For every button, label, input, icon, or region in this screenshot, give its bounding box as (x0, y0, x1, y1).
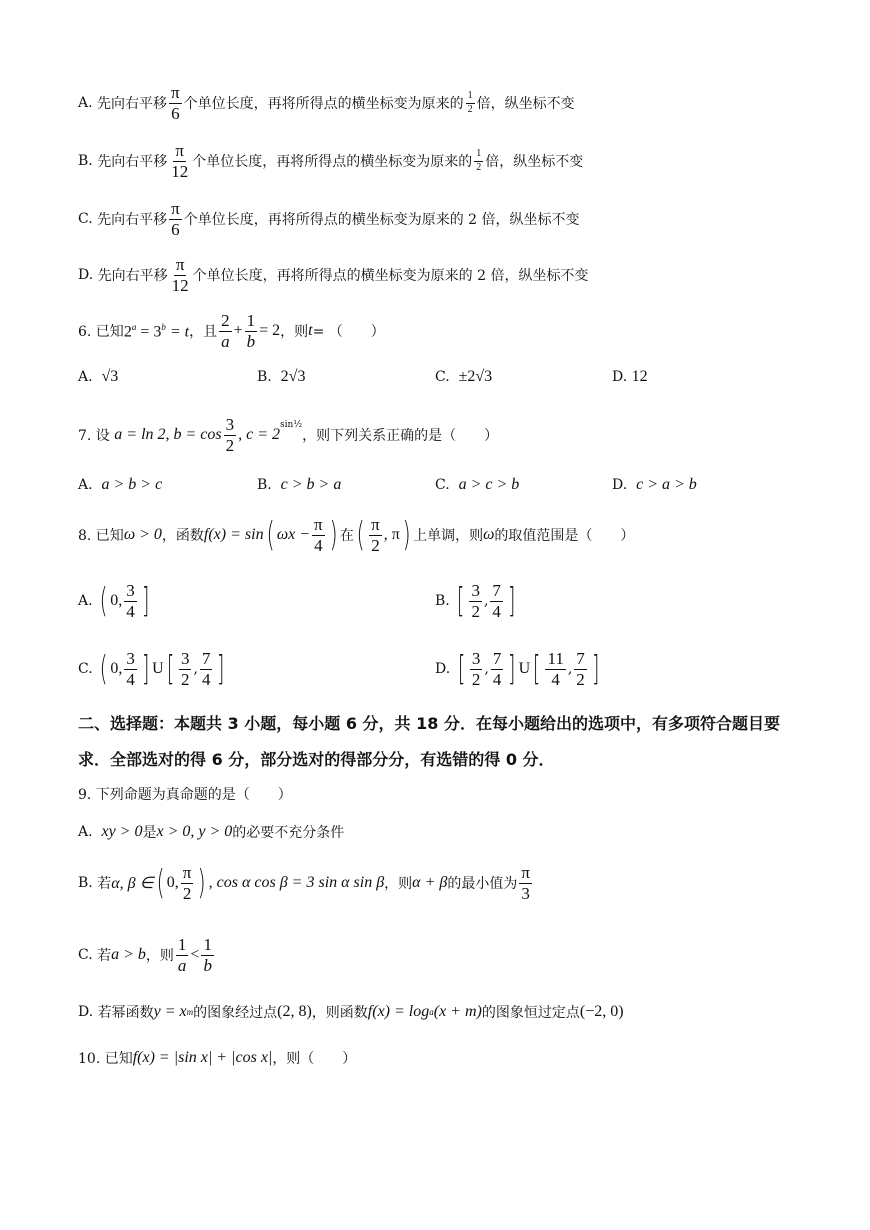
math-expr: a = ln 2, b = cos (114, 426, 222, 444)
q10-stem (78, 1048, 356, 1068)
option-text: 先向右平移 (97, 154, 168, 171)
stem-text: ，且 (189, 324, 218, 341)
math-var: t (308, 322, 313, 340)
fraction: $\frac{7}{4}$ (492, 649, 502, 689)
q9-option-b: B. 若 α, β ∈ ( 0, $\frac{\pi}{2}$ ) , cos α cos β = 3 sin α sin β ，则 α + β 的最小值为 $\frac{\pi}{3}$ (78, 863, 530, 904)
fraction: $\frac{7}{4}$ (492, 581, 501, 621)
math-expr: ω > 0 (123, 526, 162, 544)
option-text: 个单位长度，再将所得点的横坐标变为原来的 (192, 154, 473, 171)
fraction: $\frac{\pi}{12}$ (171, 255, 189, 295)
q7-option-b: B. c > b > a (257, 476, 342, 493)
fraction: $\frac{2}{a}$ (221, 311, 230, 351)
fraction: $\frac{7}{4}$ (201, 649, 211, 689)
q8-option-a: A. ( 0, $\frac{3}{4}$ ] (78, 581, 150, 622)
fraction: $\frac{\pi}{3}$ (521, 863, 530, 903)
option-text: 先向右平移 (97, 96, 168, 113)
fraction: $\frac{3}{2}$ (225, 415, 235, 455)
math-op: + (233, 322, 243, 340)
fraction: $\frac{1}{2}$ (467, 90, 473, 115)
q6-option-b: B. 2√3 (257, 368, 306, 385)
q9-option-d: D. 若幂函数 y = x m 的图象经过点 (2, 8) ，则函数 f(x) = log a (x + m) 的图象恒过定点 (−2, 0) (78, 1003, 624, 1021)
q7-option-d: D. c > a > b (612, 476, 697, 493)
q5-option-a (78, 84, 575, 123)
q9-option-a: A. xy > 0 是 x > 0, y > 0 的必要不充分条件 (78, 823, 345, 841)
option-text: 倍，纵坐标不变 (476, 96, 575, 113)
stem-text: ，则 (280, 324, 309, 341)
math-expr: ωx − (276, 526, 311, 544)
question-number: 8. 已知 (78, 528, 124, 545)
q8-option-c: C. ( 0, $\frac{3}{4}$ ] U [ $\frac{3}{2}$ , $\frac{7}{4}$ ] (78, 649, 225, 690)
question-number: 7. 设 (78, 428, 110, 445)
fraction: $\frac{1}{2}$ (476, 148, 482, 173)
option-text: 个单位长度，再将所得点的横坐标变为原来的 2 倍，纵坐标不变 (183, 212, 580, 229)
fraction: $\frac{3}{2}$ (180, 649, 190, 689)
q5-option-d (78, 256, 588, 295)
math-expr: f(x) = |sin x| + |cos x| (132, 1049, 273, 1066)
q5-option-b (78, 142, 583, 181)
answer-blank: = （ ） (312, 324, 385, 341)
q9-option-c: C. 若 a > b ，则 $\frac{1}{a}$ < $\frac{1}{b}$ (78, 935, 212, 975)
option-text: 个单位长度，再将所得点的横坐标变为原来的 (183, 96, 464, 113)
fraction: $\frac{\pi}{12}$ (171, 141, 189, 181)
q8-option-d: D. [ $\frac{3}{2}$ , $\frac{7}{4}$ ] U [ $\frac{11}{4}$ , $\frac{7}{2}$ ] (435, 649, 600, 690)
fraction: $\frac{3}{2}$ (471, 581, 480, 621)
question-number: 6. 已知 (78, 324, 124, 341)
stem-text: ，则（ ） (272, 1051, 357, 1067)
fraction: $\frac{7}{2}$ (576, 649, 585, 689)
q5-option-c (78, 200, 580, 239)
stem-text: ，函数 (161, 528, 204, 545)
question-number: 10. 已知 (78, 1051, 133, 1067)
fraction: $\frac{\pi}{6}$ (171, 199, 180, 239)
fraction: $\frac{1}{b}$ (203, 935, 212, 975)
q7-option-a: A. a > b > c (78, 476, 163, 493)
section-heading: 二、选择题：本题共 3 小题，每小题 6 分，共 18 分．在每小题给出的选项中，有多项符合题目要求．全部选对的得 6 分，部分选对的得部分分，有选错的得 0 分． (78, 714, 780, 769)
option-label: B. (78, 153, 93, 170)
q8-stem: 8. 已知 ω > 0 ，函数 f(x) = sin ( ωx − $\frac{\pi}{4}$ ) 在 ( $\frac{\pi}{2}$ , π ) 上单调，则 ω 的取值范围是（ ） (78, 515, 635, 556)
option-label: C. (78, 211, 93, 228)
q6-option-a: A. √3 (78, 368, 119, 385)
q6-option-d: D. 12 (612, 368, 648, 385)
option-text: 先向右平移 (97, 212, 168, 229)
fraction: $\frac{1}{a}$ (177, 935, 187, 975)
option-label: A. (78, 95, 93, 112)
fraction: $\frac{\pi}{2}$ (182, 863, 192, 903)
fraction: $\frac{1}{b}$ (246, 311, 256, 351)
fraction: $\frac{3}{2}$ (471, 649, 481, 689)
stem-text: 9. 下列命题为真命题的是（ ） (78, 787, 292, 803)
stem-text: 上单调，则 (413, 528, 484, 545)
q9-stem (78, 784, 292, 804)
fraction: $\frac{\pi}{6}$ (171, 83, 180, 123)
option-text: 倍，纵坐标不变 (485, 154, 584, 171)
option-text: 先向右平移 (97, 268, 168, 285)
option-label: D. (78, 267, 94, 284)
stem-text: 的取值范围是（ ） (494, 528, 635, 545)
fraction: $\frac{3}{4}$ (126, 649, 135, 689)
math-expr: $2^a = 3^b = t$ (123, 321, 190, 340)
math-expr: , π (383, 526, 400, 544)
option-text: 个单位长度，再将所得点的横坐标变为原来的 2 倍，纵坐标不变 (192, 268, 589, 285)
q8-option-b: B. [ $\frac{3}{2}$ , $\frac{7}{4}$ ] (435, 581, 516, 622)
q7-stem (78, 416, 498, 455)
fraction: $\frac{3}{4}$ (126, 581, 135, 621)
math-op: = 2 (259, 322, 281, 340)
q6-stem (78, 312, 385, 351)
fraction: $\frac{\pi}{2}$ (371, 515, 380, 555)
stem-text: ，则下列关系正确的是（ ） (302, 428, 499, 445)
exponent: sin½ (280, 420, 303, 431)
fraction: $\frac{\pi}{4}$ (314, 515, 323, 555)
q7-option-c: C. a > c > b (435, 476, 520, 493)
math-expr: f(x) = sin (203, 526, 264, 544)
stem-text: 在 (339, 528, 354, 545)
fraction: $\frac{11}{4}$ (547, 649, 564, 689)
math-var: ω (483, 526, 495, 544)
math-expr: , c = 2 (238, 426, 281, 444)
q6-option-c: C. ±2√3 (435, 368, 493, 385)
